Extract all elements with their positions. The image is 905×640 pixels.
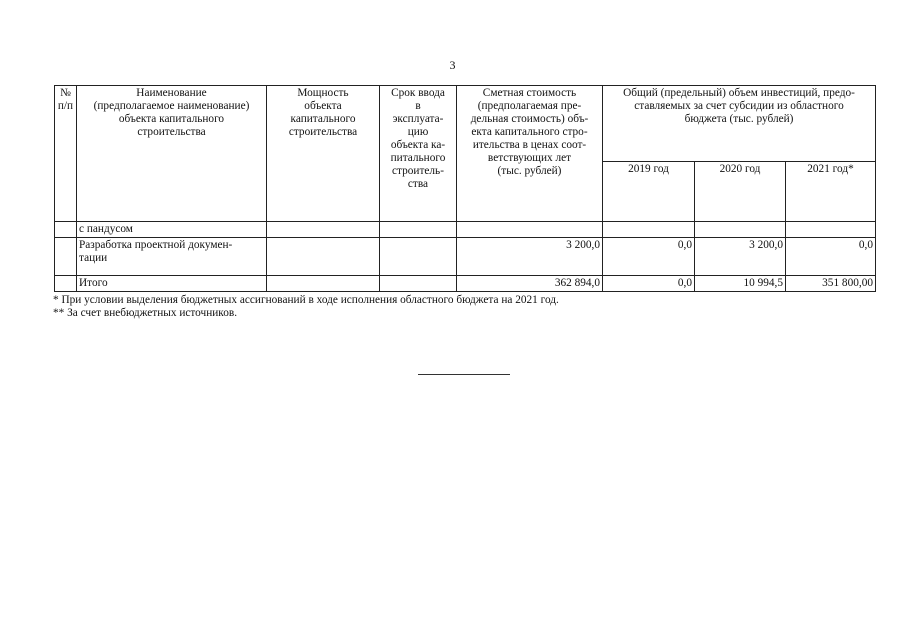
investment-table (54, 85, 876, 292)
row-term (380, 238, 457, 276)
row-2021: 351 800,00 (786, 276, 876, 292)
row-2021: 0,0 (786, 238, 876, 276)
row-term (380, 276, 457, 292)
row-2019 (603, 222, 695, 238)
row-name: с пандусом (77, 222, 267, 238)
row-2020: 10 994,5 (695, 276, 786, 292)
header-year-2021: 2021 год* (786, 162, 876, 222)
header-volume: Общий (предельный) объем инвестиций, предо- ставляемых за счет субсидии из областного бюджета (тыс. рублей) (603, 86, 876, 162)
header-row (55, 86, 876, 162)
row-2019: 0,0 (603, 276, 695, 292)
row-name: Итого (77, 276, 267, 292)
row-name: Разработка проектной докумен- тации (77, 238, 267, 276)
header-year-2020: 2020 год (695, 162, 786, 222)
table-row (55, 222, 876, 238)
table-row (55, 238, 876, 276)
row-2021 (786, 222, 876, 238)
header-capacity: Мощность объекта капитального строительства (267, 86, 380, 222)
row-cost: 362 894,0 (457, 276, 603, 292)
header-cost: Сметная стоимость (предполагаемая пре- дельная стоимость) объ- екта капитального стро- ительства в ценах соот- ветствующих лет (тыс. рублей) (457, 86, 603, 222)
footnotes (53, 294, 559, 320)
row-cost: 3 200,0 (457, 238, 603, 276)
footnote: * При условии выделения бюджетных ассигнований в ходе исполнения областного бюджета на 2021 год. (53, 294, 559, 306)
row-capacity (267, 276, 380, 292)
row-term (380, 222, 457, 238)
page-number: 3 (449, 58, 456, 72)
header-term: Срок ввода в эксплуата- цию объекта ка- питального строитель- ства (380, 86, 457, 222)
table-row (55, 276, 876, 292)
row-2020: 3 200,0 (695, 238, 786, 276)
row-num (55, 276, 77, 292)
header-name: Наименование (предполагаемое наименование) объекта капитального строительства (77, 86, 267, 222)
header-num: № п/п (55, 86, 77, 222)
footnote: ** За счет внебюджетных источников. (53, 307, 238, 319)
header-year-2019: 2019 год (603, 162, 695, 222)
end-divider (418, 374, 510, 375)
row-2019: 0,0 (603, 238, 695, 276)
row-num (55, 222, 77, 238)
row-capacity (267, 238, 380, 276)
row-cost (457, 222, 603, 238)
row-capacity (267, 222, 380, 238)
row-2020 (695, 222, 786, 238)
row-num (55, 238, 77, 276)
